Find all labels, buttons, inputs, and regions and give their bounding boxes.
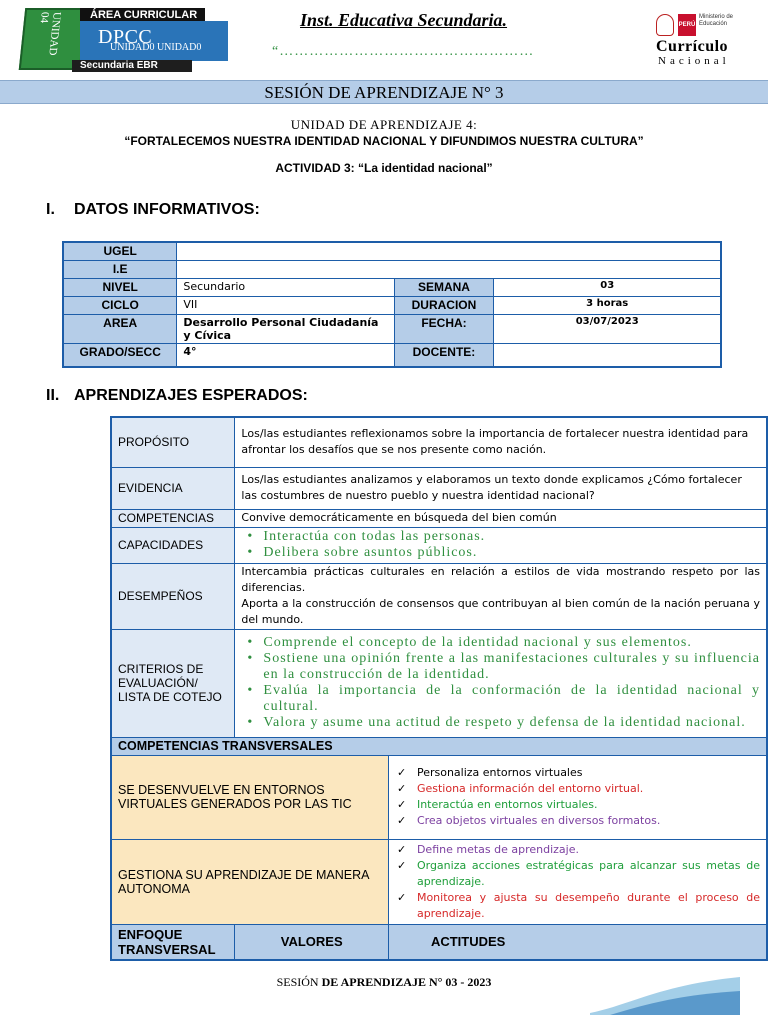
unidad-overlay: UNIDAD0 UNIDAD0 [110, 42, 202, 53]
table-row [63, 278, 721, 296]
fecha-label: FECHA: [394, 314, 494, 343]
section-1-num: I. [46, 201, 55, 218]
ugel-label: UGEL [63, 242, 177, 260]
ie-label: I.E [63, 260, 177, 278]
list-item: • Evalúa la importancia de la conformación de la identidad nacional y cultural. [241, 683, 760, 715]
semana-label: SEMANA [394, 278, 494, 296]
table-row [111, 467, 767, 509]
actitudes-label: ACTITUDES [388, 924, 767, 960]
valores-label: VALORES [235, 924, 389, 960]
table-row [63, 296, 721, 314]
proposito-label: PROPÓSITO [111, 417, 235, 467]
ebr-label: Secundaria EBR [72, 60, 192, 72]
datos-table [62, 241, 722, 368]
table-row [111, 563, 767, 629]
table-row [111, 509, 767, 527]
docente-value [494, 343, 721, 367]
list-item: ✓ Gestiona información del entorno virtual. [395, 781, 760, 797]
desempeno-1: Intercambia prácticas culturales en relación a estilos de vida mostrando respeto por las diferencias. [241, 565, 760, 594]
area-value: Desarrollo Personal Ciudadanía y Cívica [177, 314, 394, 343]
proposito-value: Los/las estudiantes reflexionamos sobre la importancia de fortalecer nuestra identidad para afrontar los desafíos que se nos presente como nación. [235, 417, 767, 467]
dpcc-title: DPCC [98, 26, 153, 48]
nivel-value: Secundario [177, 278, 394, 296]
table-row [63, 314, 721, 343]
desempeno-2: Aporta a la construcción de consensos que contribuyan al bien común de la nación peruana y del mundo. [241, 597, 760, 626]
footer-rest: DE APRENDIZAJE N° 03 - 2023 [321, 975, 492, 989]
competencias-label: COMPETENCIAS [111, 509, 235, 527]
section-2-title: APRENDIZAJES ESPERADOS: [74, 387, 308, 404]
semana-value: 03 [494, 278, 721, 296]
list-item: • Sostiene una opinión frente a las manifestaciones culturales y su influencia en la construcción de la identidad. [241, 651, 760, 683]
capacidades-label: CAPACIDADES [111, 527, 235, 563]
list-item: • Interactúa con todas las personas. [241, 529, 760, 545]
dpcc-box [80, 21, 228, 61]
list-item: ✓ Personaliza entornos virtuales [395, 765, 760, 781]
ciclo-label: CICLO [63, 296, 177, 314]
tic-list [388, 755, 767, 839]
fecha-value: 03/07/2023 [494, 314, 721, 343]
evidencia-value: Los/las estudiantes analizamos y elaboramos un texto donde explicamos ¿Cómo fortalecer las costumbres de nuestro pueblo y nuestra identidad nacional? [235, 467, 767, 509]
school-name: Inst. Educativa Secundaria. [300, 10, 508, 30]
table-row [111, 629, 767, 737]
list-item: • Valora y asume una actitud de respeto y defensa de la identidad nacional. [241, 715, 760, 731]
session-title: SESIÓN DE APRENDIZAJE N° 3 [0, 80, 768, 104]
tic-label: SE DESENVUELVE EN ENTORNOS VIRTUALES GENERADOS POR LAS TIC [111, 755, 388, 839]
school-dots: “…………………………………………… [272, 44, 535, 59]
area-label: AREA [63, 314, 177, 343]
section-1-heading [46, 201, 260, 219]
unit-badge-label: UNIDAD 04 [37, 12, 63, 56]
ie-value [177, 260, 721, 278]
list-item: ✓ Monitorea y ajusta su desempeño durante el proceso de aprendizaje. [395, 890, 760, 922]
table-row [63, 260, 721, 278]
list-item: • Comprende el concepto de la identidad nacional y sus elementos. [241, 635, 760, 651]
area-curricular-label: ÁREA CURRICULAR [80, 8, 205, 22]
transversales-heading: COMPETENCIAS TRANSVERSALES [111, 737, 767, 755]
list-item: • Delibera sobre asuntos públicos. [241, 545, 760, 561]
section-1-title: DATOS INFORMATIVOS: [74, 201, 260, 218]
desempenos-label: DESEMPEÑOS [111, 563, 235, 629]
grado-label: GRADO/SECC [63, 343, 177, 367]
nivel-label: NIVEL [63, 278, 177, 296]
duracion-value: 3 horas [494, 296, 721, 314]
list-item: ✓ Organiza acciones estratégicas para alcanzar sus metas de aprendizaje. [395, 858, 760, 890]
unidad-label: UNIDAD DE APRENDIZAJE 4: [290, 117, 478, 132]
actividad-title: ACTIVIDAD 3: “La identidad nacional” [275, 161, 493, 175]
criterios-label: CRITERIOS DE EVALUACIÓN/ LISTA DE COTEJO [111, 629, 235, 737]
docente-label: DOCENTE: [394, 343, 494, 367]
footer-label [0, 975, 768, 990]
aprendizajes-table [110, 416, 768, 961]
ciclo-value: VII [177, 296, 394, 314]
section-2-num: II. [46, 387, 60, 404]
peru-logo: PERÚ [678, 14, 696, 36]
ministerio-label: Ministerio de Educación [699, 14, 734, 27]
evidencia-label: EVIDENCIA [111, 467, 235, 509]
duracion-label: DURACION [394, 296, 494, 314]
nacional-logo: Nacional [658, 55, 730, 67]
table-row [111, 839, 767, 924]
curriculo-logo: Currículo [656, 38, 729, 55]
capacidades-list [235, 527, 767, 563]
table-row [63, 242, 721, 260]
competencias-value: Convive democráticamente en búsqueda del bien común [235, 509, 767, 527]
table-row [111, 737, 767, 755]
list-item: ✓ Define metas de aprendizaje. [395, 842, 760, 858]
section-2-heading [46, 387, 308, 405]
ugel-value [177, 242, 721, 260]
enfoque-label: ENFOQUE TRANSVERSAL [111, 924, 235, 960]
table-row [111, 924, 767, 960]
table-row [111, 417, 767, 467]
footer-prefix: SESIÓN [276, 975, 322, 989]
shield-icon [656, 14, 674, 36]
table-row [63, 343, 721, 367]
list-item: ✓ Crea objetos virtuales en diversos formatos. [395, 813, 760, 829]
autonoma-label: GESTIONA SU APRENDIZAJE DE MANERA AUTONOMA [111, 839, 388, 924]
desempenos-value [235, 563, 767, 629]
table-row [111, 527, 767, 563]
criterios-list [235, 629, 767, 737]
unidad-title: “FORTALECEMOS NUESTRA IDENTIDAD NACIONAL Y DIFUNDIMOS NUESTRA CULTURA” [124, 134, 644, 148]
table-row [111, 755, 767, 839]
grado-value: 4° [177, 343, 394, 367]
autonoma-list [388, 839, 767, 924]
list-item: ✓ Interactúa en entornos virtuales. [395, 797, 760, 813]
